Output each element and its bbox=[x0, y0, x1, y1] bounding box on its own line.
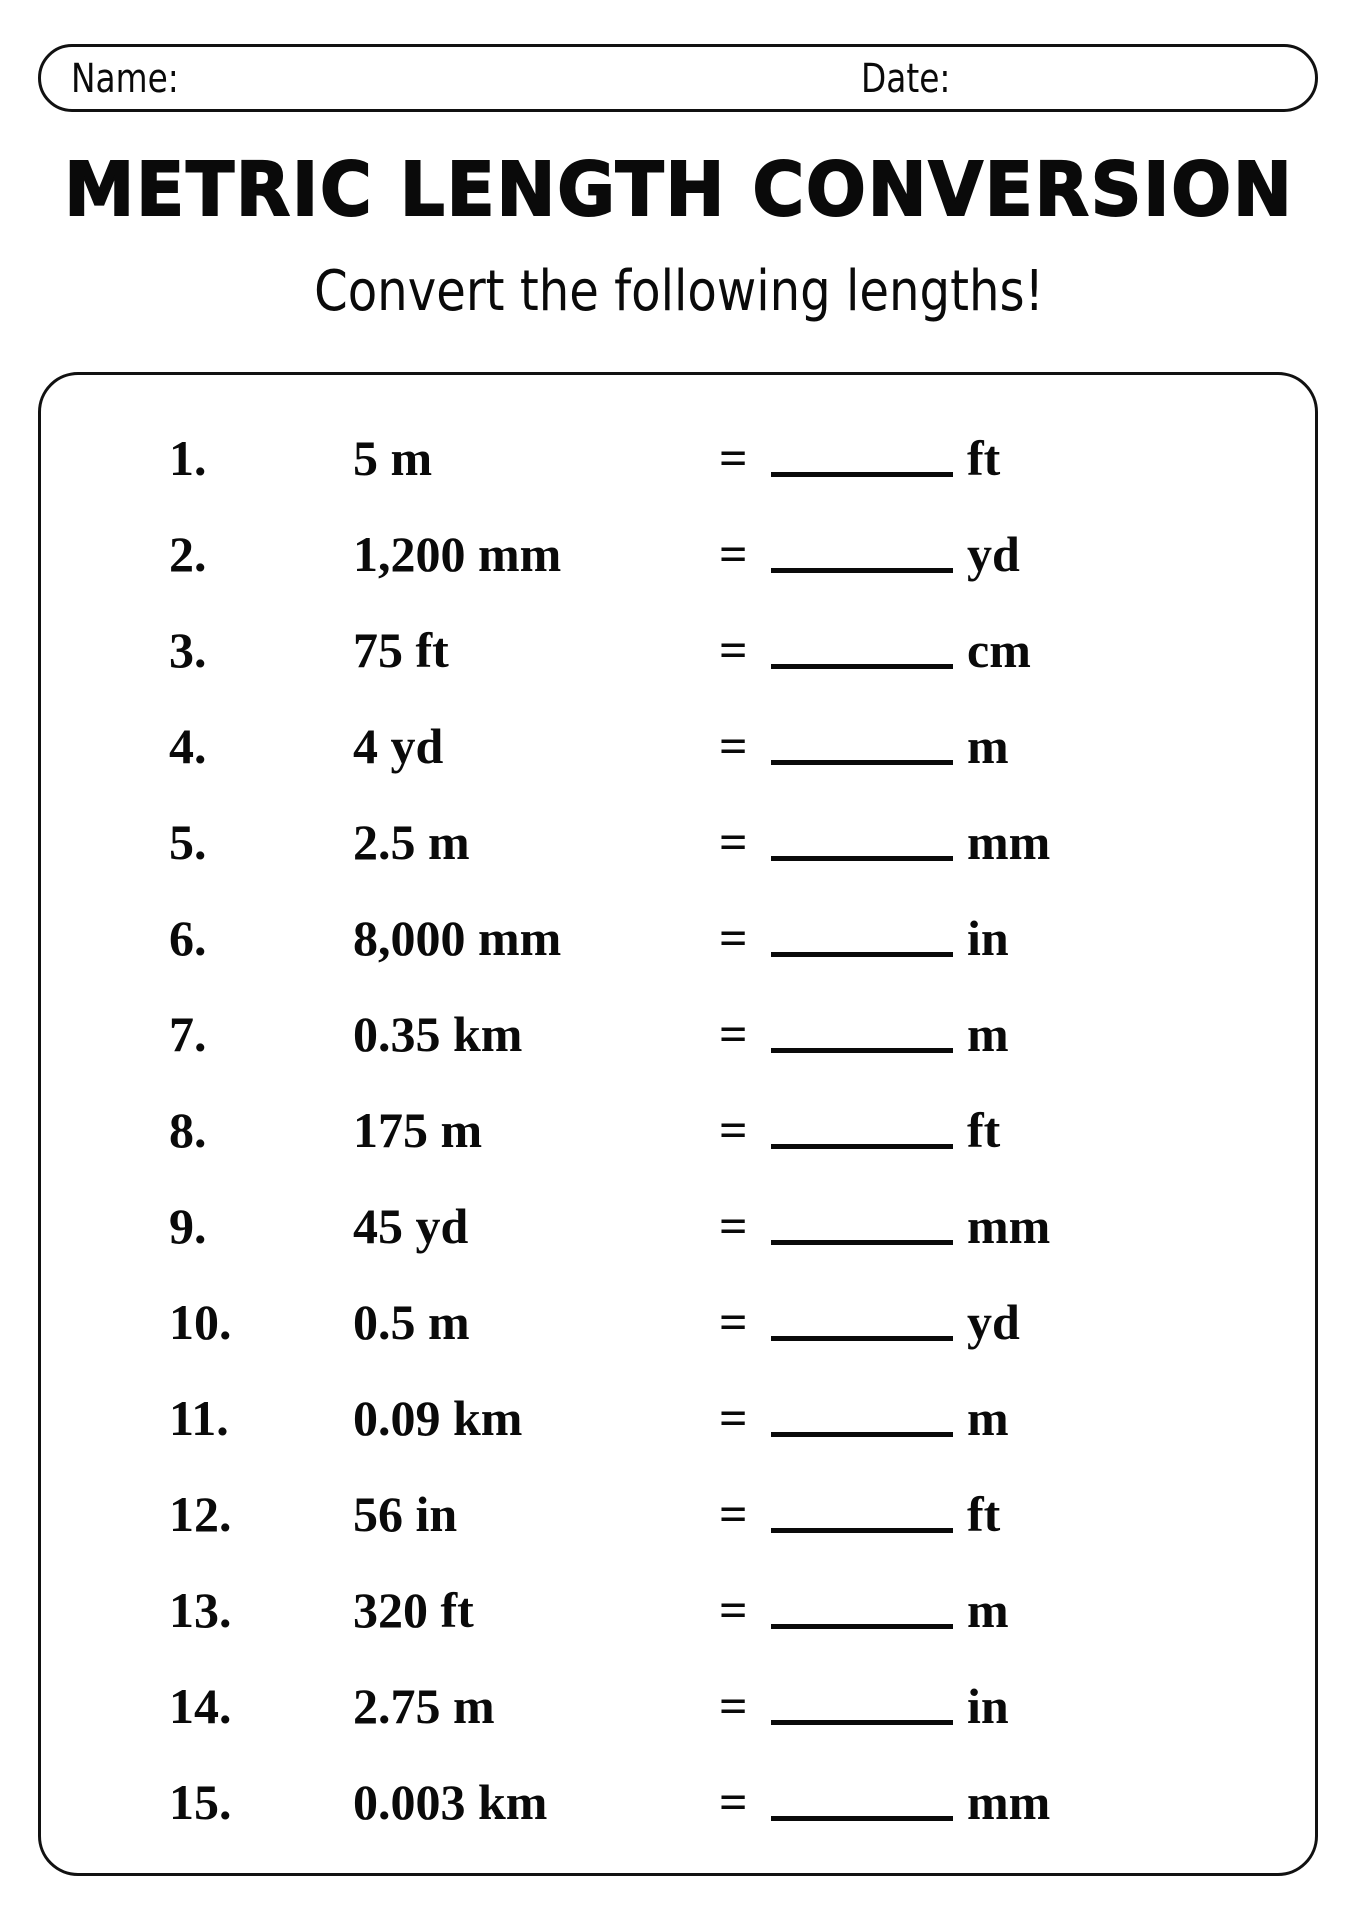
target-unit: m bbox=[967, 718, 1009, 774]
target-unit: yd bbox=[967, 526, 1020, 582]
given-quantity: 5 m bbox=[353, 430, 433, 486]
equals-sign: = bbox=[719, 1486, 748, 1542]
answer-blank bbox=[771, 1816, 953, 1821]
answer-blank bbox=[771, 1240, 953, 1245]
equals-sign: = bbox=[719, 526, 748, 582]
name-label: Name: bbox=[71, 56, 179, 102]
problem-row bbox=[41, 423, 1321, 493]
problems-box bbox=[38, 372, 1318, 1876]
answer-blank bbox=[771, 568, 953, 573]
given-quantity: 0.5 m bbox=[353, 1294, 470, 1350]
answer-blank bbox=[771, 760, 953, 765]
target-unit: ft bbox=[967, 1102, 1001, 1158]
problem-number: 3. bbox=[169, 622, 207, 678]
problem-number: 4. bbox=[169, 718, 207, 774]
target-unit: in bbox=[967, 910, 1009, 966]
target-unit: ft bbox=[967, 430, 1001, 486]
answer-blank bbox=[771, 1432, 953, 1437]
equals-sign: = bbox=[719, 1006, 748, 1062]
problem-row bbox=[41, 999, 1321, 1069]
answer-blank bbox=[771, 1624, 953, 1629]
given-quantity: 0.35 km bbox=[353, 1006, 523, 1062]
equals-sign: = bbox=[719, 622, 748, 678]
problem-number: 10. bbox=[169, 1294, 232, 1350]
equals-sign: = bbox=[719, 1198, 748, 1254]
target-unit: mm bbox=[967, 1774, 1051, 1830]
problem-number: 8. bbox=[169, 1102, 207, 1158]
target-unit: m bbox=[967, 1582, 1009, 1638]
problem-row bbox=[41, 903, 1321, 973]
given-quantity: 0.003 km bbox=[353, 1774, 548, 1830]
problem-row bbox=[41, 1191, 1321, 1261]
target-unit: ft bbox=[967, 1486, 1001, 1542]
answer-blank bbox=[771, 1048, 953, 1053]
given-quantity: 56 in bbox=[353, 1486, 458, 1542]
target-unit: m bbox=[967, 1390, 1009, 1446]
answer-blank bbox=[771, 472, 953, 477]
problem-row bbox=[41, 519, 1321, 589]
given-quantity: 8,000 mm bbox=[353, 910, 562, 966]
given-quantity: 1,200 mm bbox=[353, 526, 562, 582]
given-quantity: 75 ft bbox=[353, 622, 449, 678]
worksheet-title: METRIC LENGTH CONVERSION bbox=[64, 147, 1294, 233]
answer-blank bbox=[771, 856, 953, 861]
problem-row bbox=[41, 1095, 1321, 1165]
equals-sign: = bbox=[719, 910, 748, 966]
given-quantity: 2.5 m bbox=[353, 814, 470, 870]
problem-number: 14. bbox=[169, 1678, 232, 1734]
answer-blank bbox=[771, 952, 953, 957]
equals-sign: = bbox=[719, 814, 748, 870]
target-unit: m bbox=[967, 1006, 1009, 1062]
given-quantity: 0.09 km bbox=[353, 1390, 523, 1446]
answer-blank bbox=[771, 1720, 953, 1725]
target-unit: mm bbox=[967, 1198, 1051, 1254]
problem-row bbox=[41, 1383, 1321, 1453]
answer-blank bbox=[771, 1528, 953, 1533]
date-label: Date: bbox=[861, 56, 951, 102]
equals-sign: = bbox=[719, 718, 748, 774]
target-unit: mm bbox=[967, 814, 1051, 870]
equals-sign: = bbox=[719, 1102, 748, 1158]
given-quantity: 4 yd bbox=[353, 718, 444, 774]
problem-number: 1. bbox=[169, 430, 207, 486]
equals-sign: = bbox=[719, 1582, 748, 1638]
problem-number: 11. bbox=[169, 1390, 229, 1446]
problem-number: 7. bbox=[169, 1006, 207, 1062]
target-unit: in bbox=[967, 1678, 1009, 1734]
problem-row bbox=[41, 1479, 1321, 1549]
equals-sign: = bbox=[719, 1390, 748, 1446]
problem-row bbox=[41, 807, 1321, 877]
target-unit: cm bbox=[967, 622, 1031, 678]
problem-number: 6. bbox=[169, 910, 207, 966]
equals-sign: = bbox=[719, 1294, 748, 1350]
answer-blank bbox=[771, 1336, 953, 1341]
problem-row bbox=[41, 711, 1321, 781]
equals-sign: = bbox=[719, 430, 748, 486]
problem-row bbox=[41, 1287, 1321, 1357]
given-quantity: 45 yd bbox=[353, 1198, 469, 1254]
problem-number: 13. bbox=[169, 1582, 232, 1638]
worksheet-instructions: Convert the following lengths! bbox=[314, 259, 1044, 324]
answer-blank bbox=[771, 1144, 953, 1149]
problem-number: 9. bbox=[169, 1198, 207, 1254]
answer-blank bbox=[771, 664, 953, 669]
problem-row bbox=[41, 1767, 1321, 1837]
problem-row bbox=[41, 1671, 1321, 1741]
problem-row bbox=[41, 615, 1321, 685]
equals-sign: = bbox=[719, 1774, 748, 1830]
target-unit: yd bbox=[967, 1294, 1020, 1350]
given-quantity: 320 ft bbox=[353, 1582, 474, 1638]
problem-number: 2. bbox=[169, 526, 207, 582]
problem-number: 15. bbox=[169, 1774, 232, 1830]
given-quantity: 2.75 m bbox=[353, 1678, 495, 1734]
given-quantity: 175 m bbox=[353, 1102, 483, 1158]
problem-row bbox=[41, 1575, 1321, 1645]
problem-number: 5. bbox=[169, 814, 207, 870]
name-date-bar bbox=[38, 44, 1318, 112]
problem-number: 12. bbox=[169, 1486, 232, 1542]
equals-sign: = bbox=[719, 1678, 748, 1734]
